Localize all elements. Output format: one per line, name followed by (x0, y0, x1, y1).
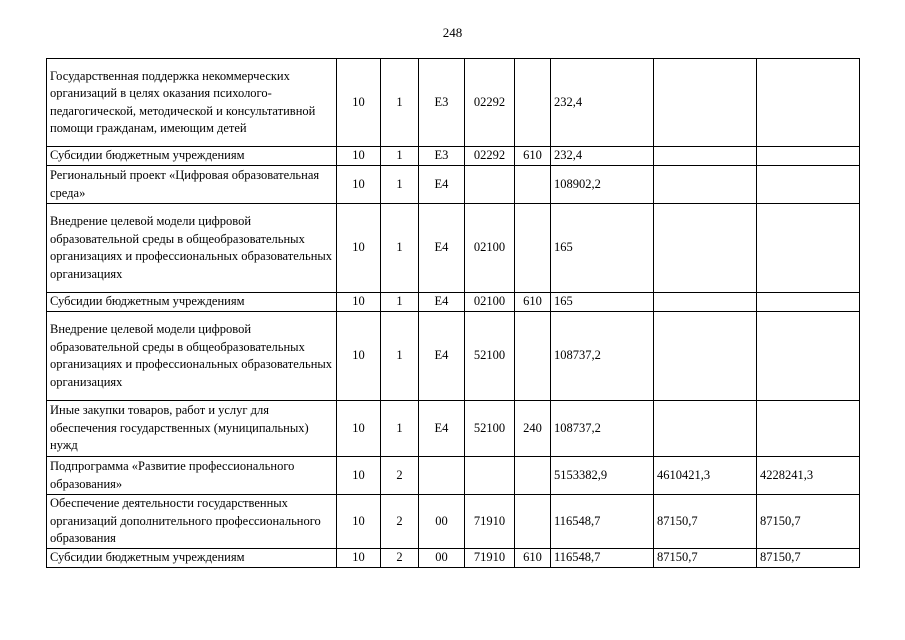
row-sum-1: 165 (551, 204, 654, 293)
table-row (47, 549, 860, 568)
row-subsection: 1 (381, 204, 419, 293)
row-expense-type (515, 495, 551, 549)
row-code: 02292 (465, 147, 515, 166)
row-subsection: 2 (381, 457, 419, 495)
row-code: 02100 (465, 204, 515, 293)
row-code (465, 457, 515, 495)
row-subsection: 1 (381, 59, 419, 147)
row-sum-2: 87150,7 (654, 549, 757, 568)
row-section: 10 (337, 293, 381, 312)
row-sum-3: 87150,7 (757, 495, 860, 549)
row-sum-2 (654, 59, 757, 147)
row-code: 52100 (465, 401, 515, 457)
row-name: Обеспечение деятельности государственных организаций дополнительного профессионального образования (47, 495, 337, 549)
row-program: E4 (419, 312, 465, 401)
row-sum-3 (757, 59, 860, 147)
row-sum-1: 108737,2 (551, 312, 654, 401)
row-sum-3: 87150,7 (757, 549, 860, 568)
row-name: Субсидии бюджетным учреждениям (47, 293, 337, 312)
row-subsection: 1 (381, 401, 419, 457)
row-section: 10 (337, 147, 381, 166)
row-sum-2 (654, 166, 757, 204)
row-section: 10 (337, 166, 381, 204)
row-expense-type (515, 312, 551, 401)
row-sum-1: 116548,7 (551, 549, 654, 568)
table-body (47, 59, 860, 568)
row-code: 02100 (465, 293, 515, 312)
row-section: 10 (337, 549, 381, 568)
row-code (465, 166, 515, 204)
table-row (47, 204, 860, 293)
row-subsection: 2 (381, 495, 419, 549)
row-sum-2 (654, 293, 757, 312)
row-code: 52100 (465, 312, 515, 401)
row-expense-type: 240 (515, 401, 551, 457)
row-sum-2 (654, 312, 757, 401)
table-row (47, 293, 860, 312)
row-subsection: 1 (381, 312, 419, 401)
row-expense-type (515, 204, 551, 293)
row-sum-1: 108737,2 (551, 401, 654, 457)
row-expense-type: 610 (515, 147, 551, 166)
row-sum-1: 5153382,9 (551, 457, 654, 495)
row-name: Субсидии бюджетным учреждениям (47, 147, 337, 166)
table-row (47, 147, 860, 166)
row-name: Внедрение целевой модели цифровой образовательной среды в общеобразовательных организациях и профессиональных образовательных организациях (47, 312, 337, 401)
row-section: 10 (337, 204, 381, 293)
row-section: 10 (337, 59, 381, 147)
row-subsection: 1 (381, 293, 419, 312)
row-sum-2: 87150,7 (654, 495, 757, 549)
page-number: 248 (442, 25, 463, 40)
table-row (47, 401, 860, 457)
row-program: E4 (419, 204, 465, 293)
row-subsection: 1 (381, 166, 419, 204)
row-program: E4 (419, 401, 465, 457)
row-sum-1: 232,4 (551, 59, 654, 147)
row-sum-3 (757, 147, 860, 166)
row-sum-3 (757, 293, 860, 312)
row-program (419, 457, 465, 495)
row-name: Иные закупки товаров, работ и услуг для обеспечения государственных (муниципальных) нужд (47, 401, 337, 457)
row-program: 00 (419, 549, 465, 568)
row-program: E3 (419, 147, 465, 166)
row-sum-2 (654, 147, 757, 166)
row-code: 71910 (465, 549, 515, 568)
row-code: 71910 (465, 495, 515, 549)
table-row (47, 59, 860, 147)
row-sum-2 (654, 204, 757, 293)
row-section: 10 (337, 495, 381, 549)
row-sum-1: 108902,2 (551, 166, 654, 204)
row-sum-1: 232,4 (551, 147, 654, 166)
row-program: 00 (419, 495, 465, 549)
row-expense-type (515, 59, 551, 147)
row-program: E4 (419, 293, 465, 312)
budget-table (46, 58, 860, 568)
row-name: Внедрение целевой модели цифровой образовательной среды в общеобразовательных организациях и профессиональных образовательных организациях (47, 204, 337, 293)
row-sum-3: 4228241,3 (757, 457, 860, 495)
row-section: 10 (337, 312, 381, 401)
row-code: 02292 (465, 59, 515, 147)
table-row (47, 495, 860, 549)
row-program: E3 (419, 59, 465, 147)
row-sum-1: 116548,7 (551, 495, 654, 549)
row-expense-type (515, 457, 551, 495)
row-name: Региональный проект «Цифровая образовательная среда» (47, 166, 337, 204)
row-name: Субсидии бюджетным учреждениям (47, 549, 337, 568)
row-sum-2 (654, 401, 757, 457)
row-name: Подпрограмма «Развитие профессионального образования» (47, 457, 337, 495)
row-sum-3 (757, 312, 860, 401)
row-sum-3 (757, 401, 860, 457)
table-row (47, 312, 860, 401)
row-subsection: 1 (381, 147, 419, 166)
row-section: 10 (337, 457, 381, 495)
row-section: 10 (337, 401, 381, 457)
row-sum-3 (757, 204, 860, 293)
table-row (47, 457, 860, 495)
row-expense-type (515, 166, 551, 204)
row-name: Государственная поддержка некоммерческих организаций в целях оказания психолого-педагогической, методической и консультативной помощи гражданам, имеющим детей (47, 59, 337, 147)
table-row (47, 166, 860, 204)
row-sum-2: 4610421,3 (654, 457, 757, 495)
row-sum-3 (757, 166, 860, 204)
row-subsection: 2 (381, 549, 419, 568)
row-program: E4 (419, 166, 465, 204)
row-expense-type: 610 (515, 549, 551, 568)
row-sum-1: 165 (551, 293, 654, 312)
row-expense-type: 610 (515, 293, 551, 312)
